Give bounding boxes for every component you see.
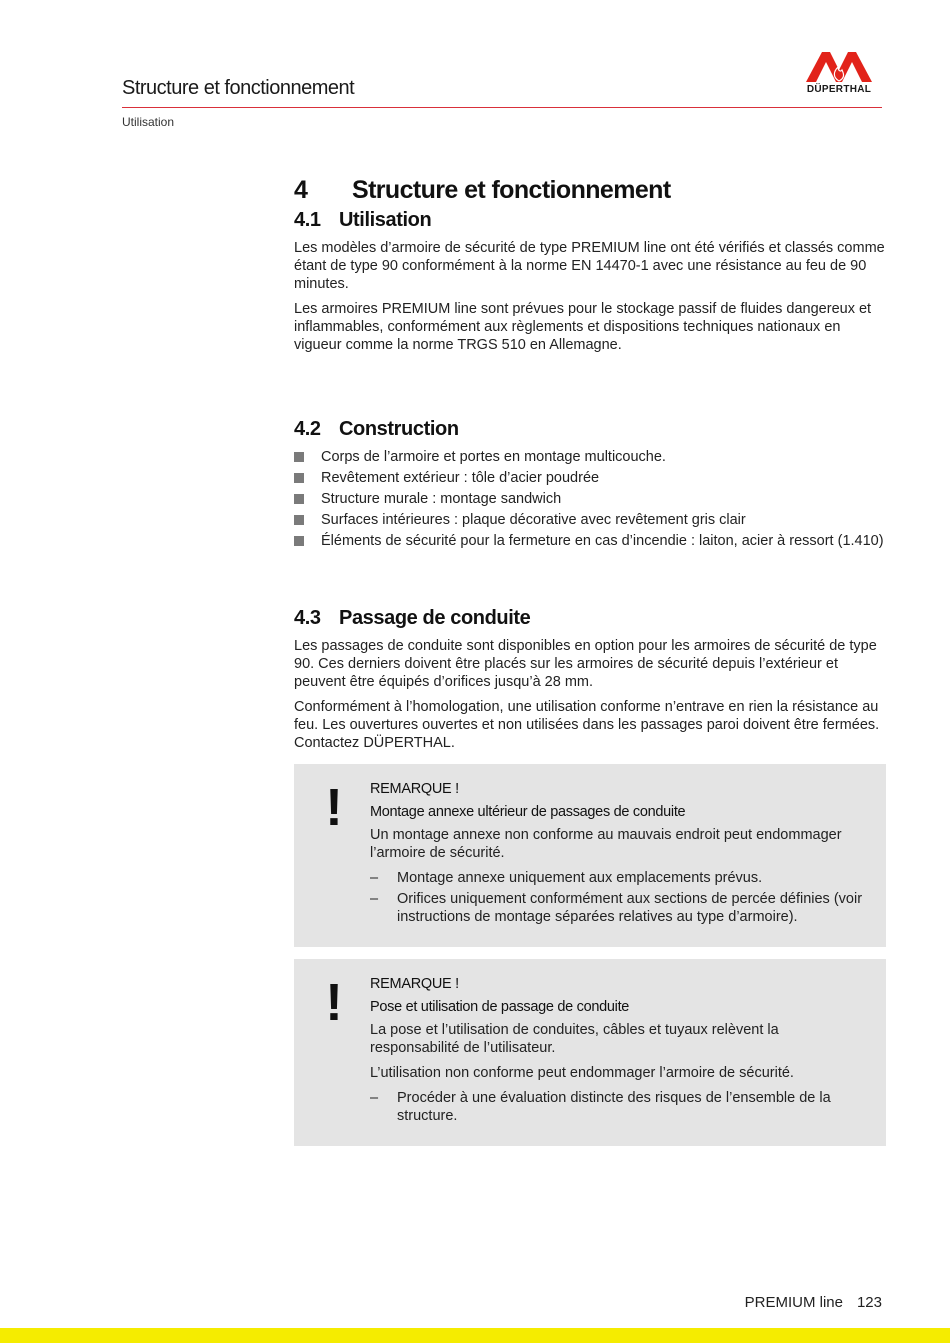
note-paragraph: L’utilisation non conforme peut endommager l’armoire de sécurité. <box>370 1065 794 1081</box>
note-subheading: Pose et utilisation de passage de conduite <box>370 999 630 1015</box>
section-number: 4.3 <box>294 607 321 629</box>
dash-bullet: – <box>370 891 379 907</box>
exclamation-icon: ! <box>325 974 343 1032</box>
note-box <box>294 959 886 1146</box>
list-item: Corps de l’armoire et portes en montage multicouche. <box>294 448 886 466</box>
header-title: Structure et fonctionnement <box>122 77 355 99</box>
page-footer <box>745 1294 882 1311</box>
dash-bullet: – <box>370 1090 379 1106</box>
square-bullet-icon <box>294 536 304 546</box>
list-item: Surfaces intérieures : plaque décorative avec revêtement gris clair <box>294 511 886 529</box>
list-item: – Montage annexe uniquement aux emplacements prévus. <box>370 870 763 886</box>
square-bullet-icon <box>294 452 304 462</box>
chapter-number: 4 <box>294 176 308 204</box>
page-number: 123 <box>856 1294 882 1311</box>
list-item: Structure murale : montage sandwich <box>294 490 886 508</box>
note-subheading: Montage annexe ultérieur de passages de conduite <box>370 804 686 820</box>
section-number: 4.1 <box>294 209 321 231</box>
square-bullet-icon <box>294 515 304 525</box>
dash-bullet: – <box>370 870 379 886</box>
flame-logo-icon <box>804 50 874 84</box>
footer-product: PREMIUM line <box>744 1294 843 1311</box>
section-heading-4-2 <box>294 418 886 441</box>
brand-logo <box>804 50 874 98</box>
main-content <box>294 176 886 1158</box>
header-divider <box>122 107 882 108</box>
header-subtitle: Utilisation <box>122 115 175 129</box>
square-bullet-icon <box>294 473 304 483</box>
section-number: 4.2 <box>294 418 321 440</box>
section-title: Utilisation <box>339 209 432 231</box>
paragraph: Les armoires PREMIUM line sont prévues pour le stockage passif de fluides dangereux et inflammables, conformément aux règlements et dispositions techniques nationaux en vigueur comme la norme TRGS 510 en Allemagne. <box>294 301 872 353</box>
section-title: Passage de conduite <box>339 607 531 629</box>
list-item: Éléments de sécurité pour la fermeture en cas d’incendie : laiton, acier à ressort (1.410) <box>294 532 886 550</box>
construction-list <box>294 448 886 550</box>
list-item: Revêtement extérieur : tôle d’acier poudrée <box>294 469 886 487</box>
note-paragraph: La pose et l’utilisation de conduites, câbles et tuyaux relèvent la responsabilité de l’utilisateur. <box>370 1022 779 1056</box>
exclamation-icon: ! <box>325 779 343 837</box>
paragraph: Les passages de conduite sont disponibles en option pour les armoires de sécurité de type 90. Ces derniers doivent être placés sur les armoires de sécurité depuis l’extérieur et peuvent être équipés d’orifices jusqu’à 28 mm. <box>294 638 877 690</box>
section-heading-4-1 <box>294 209 886 232</box>
square-bullet-icon <box>294 494 304 504</box>
chapter-heading <box>294 176 886 205</box>
paragraph: Conformément à l’homologation, une utilisation conforme n’entrave en rien la résistance au feu. Les ouvertures ouvertes et non utilisées dans les passages paroi doivent être fermées. Contactez DÜPERTHAL. <box>294 699 880 751</box>
chapter-title: Structure et fonctionnement <box>352 176 671 204</box>
logo-text: DÜPERTHAL <box>806 84 872 95</box>
footer-color-bar <box>0 1328 950 1343</box>
section-heading-4-3 <box>294 607 886 630</box>
list-item: – Procéder à une évaluation distincte des risques de l’ensemble de la structure. <box>370 1090 831 1124</box>
section-title: Construction <box>339 418 459 440</box>
note-heading: REMARQUE ! <box>370 781 459 797</box>
note-list <box>370 869 866 926</box>
paragraph: Les modèles d’armoire de sécurité de type PREMIUM line ont été vérifiés et classés comme étant de type 90 conformément à la norme EN 14470-1 avec une résistance au feu de 90 minutes. <box>294 240 885 292</box>
list-item: – Orifices uniquement conformément aux sections de percée définies (voir instructions de montage séparées relatives au type d’armoire). <box>370 891 863 925</box>
note-list <box>370 1089 866 1125</box>
note-heading: REMARQUE ! <box>370 976 459 992</box>
note-box <box>294 764 886 947</box>
note-paragraph: Un montage annexe non conforme au mauvais endroit peut endommager l’armoire de sécurité. <box>370 827 842 861</box>
